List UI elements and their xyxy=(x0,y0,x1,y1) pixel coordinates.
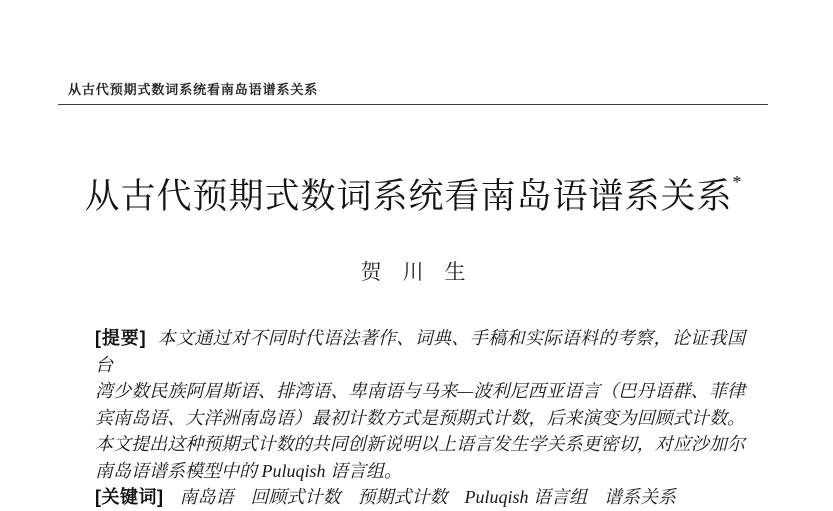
paper-title xyxy=(58,174,768,220)
author-name: 贺 川 生 xyxy=(360,260,466,284)
abstract-line: 南岛语谱系模型中的 Puluqish 语言组。 xyxy=(95,460,403,481)
keywords-label: [关键词] xyxy=(95,487,164,507)
abstract-label: [提要] xyxy=(95,328,147,348)
keyword-term: 谱系关系 xyxy=(604,487,677,507)
keyword-term: 回顾式计数 xyxy=(250,487,341,507)
abstract-line: 湾少数民族阿眉斯语、排湾语、卑南语与马来—波利尼西亚语言（巴丹语群、菲律 xyxy=(95,381,745,401)
abstract-line xyxy=(95,325,745,378)
running-header-title: 从古代预期式数词系统看南岛语谱系关系 xyxy=(68,82,319,97)
footnote-marker: * xyxy=(732,172,742,192)
abstract-line: 本文提出这种预期式计数的共同创新说明以上语言发生学关系更密切，对应沙加尔 xyxy=(95,434,745,454)
running-header xyxy=(58,82,768,105)
keyword-term: 南岛语 xyxy=(179,487,234,507)
keywords-line xyxy=(95,484,745,511)
abstract-line: 宾南岛语、大洋洲南岛语）最初计数方式是预期式计数，后来演变为回顾式计数。 xyxy=(95,407,745,428)
abstract-block xyxy=(95,325,745,511)
abstract-line-text: 本文通过对不同时代语法著作、词典、手稿和实际语料的考察，论证我国台 xyxy=(95,328,745,375)
header-rule xyxy=(58,104,768,105)
paper-title-text: 从古代预期式数词系统看南岛语谱系关系 xyxy=(84,177,733,216)
keyword-term: Puluqish 语言组 xyxy=(464,487,588,507)
keyword-term: 预期式计数 xyxy=(357,487,448,507)
